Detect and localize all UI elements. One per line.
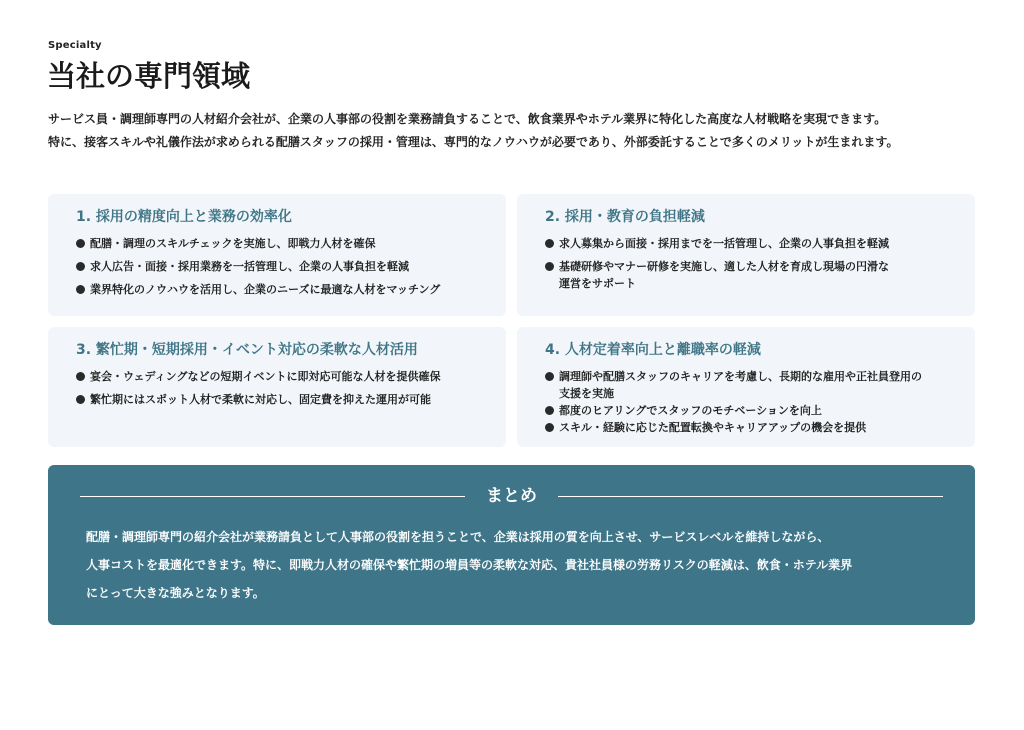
- list-item: [545, 369, 975, 384]
- list-item-text: 宴会・ウェディングなどの短期イベントに即対応可能な人材を提供確保: [90, 370, 441, 383]
- list-item-continuation: [545, 386, 975, 401]
- bullet-icon: [545, 423, 554, 432]
- list-item-text: 都度のヒアリングでスタッフのモチベーションを向上: [559, 404, 822, 417]
- list-item: [76, 369, 506, 384]
- bullet-icon: [545, 239, 554, 248]
- list-item-continuation: [545, 276, 975, 291]
- page-title: 当社の専門領域: [47, 59, 251, 93]
- list-item: [76, 282, 506, 297]
- card-title: 2. 採用・教育の負担軽減: [545, 209, 705, 225]
- list-item-text: 業界特化のノウハウを活用し、企業のニーズに最適な人材をマッチング: [90, 283, 441, 296]
- divider-right: [558, 496, 943, 497]
- summary-title: まとめ: [486, 486, 537, 506]
- intro-line: 特に、接客スキルや礼儀作法が求められる配膳スタッフの採用・管理は、専門的なノウハウが必要であり、外部委託することで多くのメリットが生まれます。: [48, 135, 899, 149]
- list-item-text: 運営をサポート: [559, 277, 636, 290]
- list-item-text: スキル・経験に応じた配置転換やキャリアアップの機会を提供: [559, 421, 867, 434]
- bullet-icon: [76, 239, 85, 248]
- card-list: [545, 236, 975, 291]
- summary-line: 配膳・調理師専門の紹介会社が業務請負として人事部の役割を担うことで、企業は採用の質を向上させ、サービスレベルを維持しながら、: [86, 530, 830, 544]
- list-item: [545, 403, 975, 418]
- bullet-icon: [76, 395, 85, 404]
- list-item-text: 繁忙期にはスポット人材で柔軟に対応し、固定費を抑えた運用が可能: [90, 393, 431, 406]
- bullet-icon: [76, 262, 85, 271]
- bullet-icon: [545, 262, 554, 271]
- bullet-icon: [545, 406, 554, 415]
- card-recruitment-accuracy: [48, 194, 506, 316]
- list-item-text: 求人募集から面接・採用までを一括管理し、企業の人事負担を軽減: [559, 237, 889, 250]
- bullet-icon: [545, 372, 554, 381]
- list-item: [76, 392, 506, 407]
- card-title: 3. 繁忙期・短期採用・イベント対応の柔軟な人材活用: [76, 342, 418, 358]
- card-list: [76, 236, 506, 297]
- bullet-icon: [76, 372, 85, 381]
- intro-paragraph: [48, 108, 988, 154]
- list-item-text: 調理師や配膳スタッフのキャリアを考慮し、長期的な雇用や正社員登用の: [559, 370, 922, 383]
- intro-line: サービス員・調理師専門の人材紹介会社が、企業の人事部の役割を業務請負することで、飲食業界やホテル業界に特化した高度な人材戦略を実現できます。: [48, 112, 887, 126]
- summary-header: [80, 483, 943, 509]
- list-item-text: 基礎研修やマナー研修を実施し、適した人材を育成し現場の円滑な: [559, 260, 889, 273]
- summary-line: 人事コストを最適化できます。特に、即戦力人材の確保や繁忙期の増員等の柔軟な対応、貴社社員様の労務リスクの軽減は、飲食・ホテル業界: [86, 558, 853, 572]
- card-training-burden: [517, 194, 975, 316]
- card-retention: [517, 327, 975, 447]
- card-title: 1. 採用の精度向上と業務の効率化: [76, 209, 292, 225]
- summary-body: [86, 523, 956, 607]
- list-item: [545, 259, 975, 274]
- list-item: [545, 236, 975, 251]
- list-item-text: 配膳・調理のスキルチェックを実施し、即戦力人材を確保: [90, 237, 376, 250]
- summary-panel: [48, 465, 975, 625]
- card-flexible-staffing: [48, 327, 506, 447]
- list-item-text: 求人広告・面接・採用業務を一括管理し、企業の人事負担を軽減: [90, 260, 409, 273]
- bullet-icon: [76, 285, 85, 294]
- card-list: [76, 369, 506, 407]
- card-title: 4. 人材定着率向上と離職率の軽減: [545, 342, 761, 358]
- section-eyebrow: Specialty: [48, 40, 102, 51]
- card-list: [545, 369, 975, 435]
- list-item-text: 支援を実施: [559, 387, 614, 400]
- list-item: [76, 259, 506, 274]
- list-item: [76, 236, 506, 251]
- summary-line: にとって大きな強みとなります。: [86, 586, 265, 600]
- list-item: [545, 420, 975, 435]
